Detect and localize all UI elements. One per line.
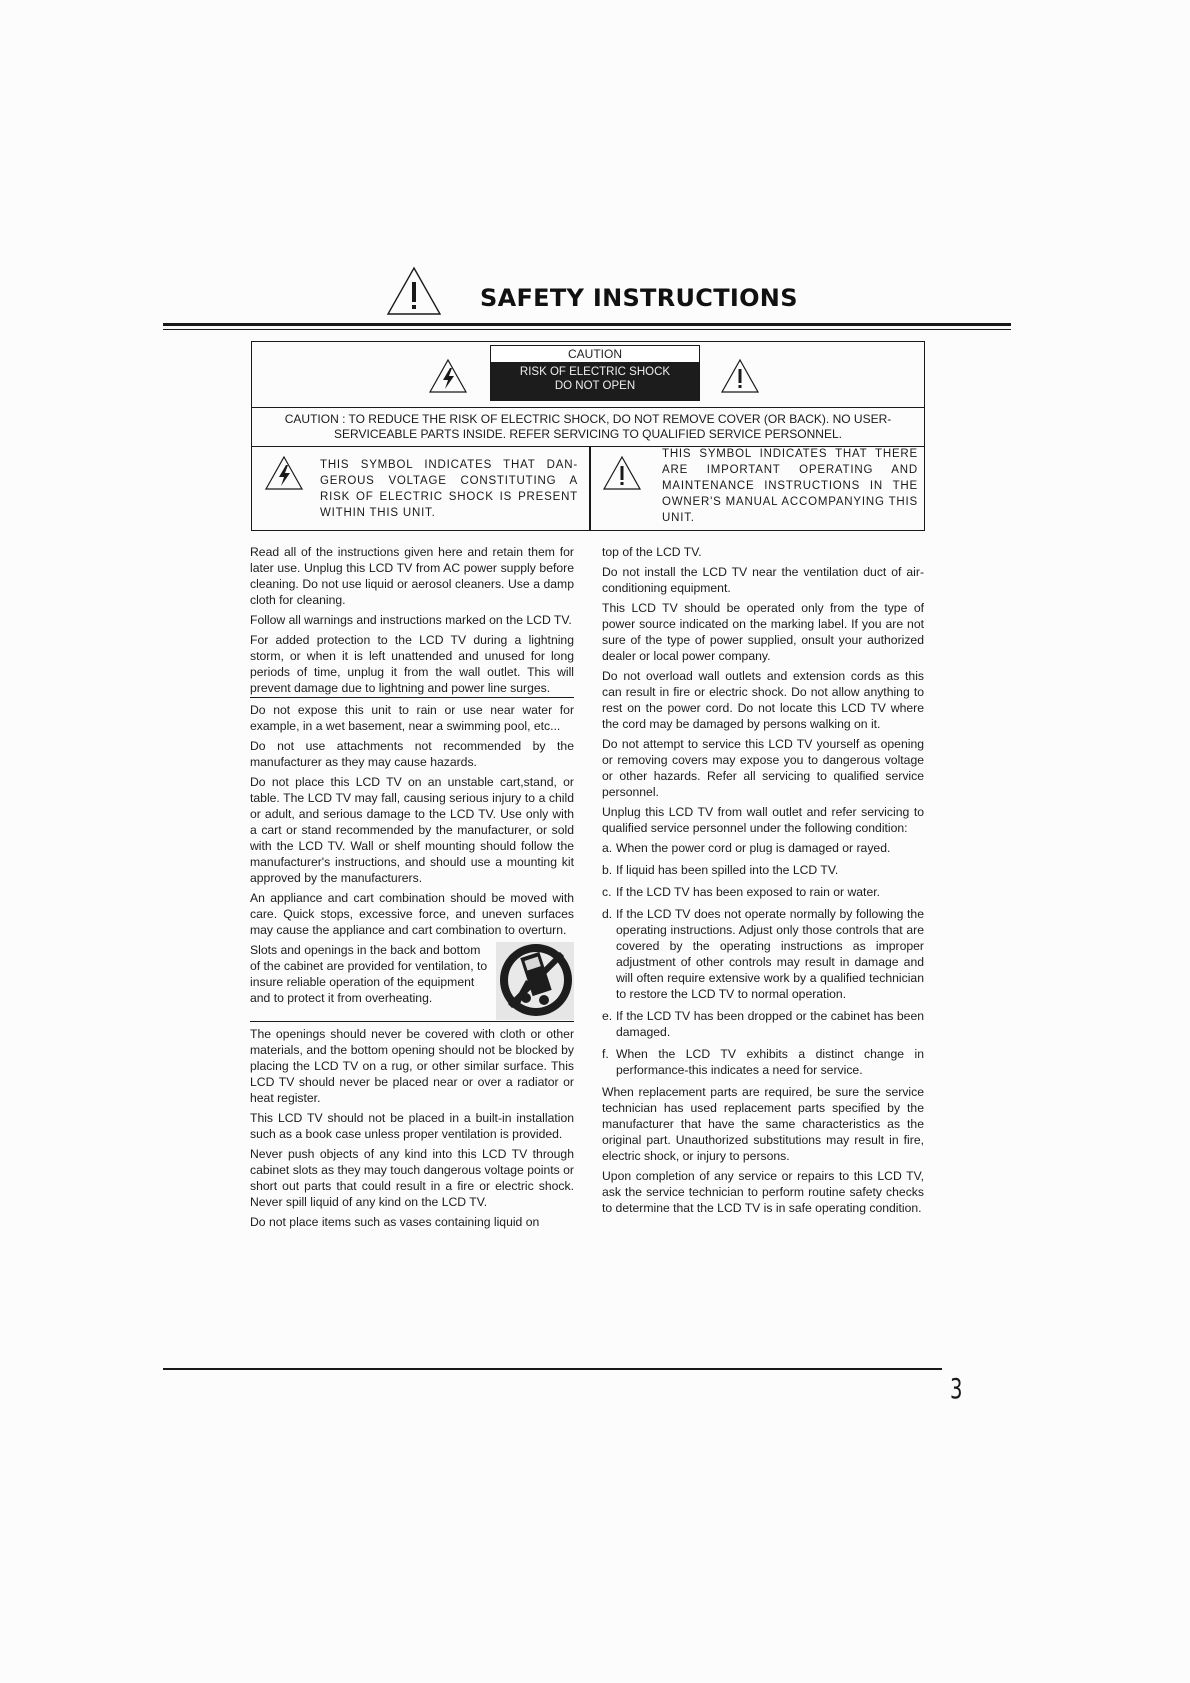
caution-label	[490, 345, 700, 401]
symbol-explanations	[252, 446, 924, 531]
caution-label-dark	[491, 362, 699, 400]
list-text: If the LCD TV does not operate normally by following the operating instructions. Adjust only those controls that are covered by the operating instructions as improper adjustment of other controls may result in damage and will often require extensive work by a qualified technician to restore the LCD TV to normal operation.	[616, 907, 924, 1001]
list-label: c.	[602, 885, 612, 899]
paragraph: Unplug this LCD TV from wall outlet and refer servicing to qualified service personnel under the following condition:	[602, 805, 924, 835]
footer-rule	[163, 1368, 942, 1370]
paragraph: Do not place items such as vases containing liquid on	[250, 1215, 540, 1229]
list-text: When the power cord or plug is damaged or rayed.	[616, 841, 891, 855]
list-text: If liquid has been spilled into the LCD TV.	[616, 863, 839, 877]
paragraph: Do not use attachments not recommended by the manufacturer as they may cause hazards.	[250, 739, 574, 769]
page-number: 3	[950, 1372, 963, 1405]
list-item	[602, 862, 924, 878]
list-label: d.	[602, 907, 613, 921]
caution-label-line3: DO NOT OPEN	[554, 380, 636, 392]
paragraph-text-end: prevent damage due to lightning and power line surges.	[250, 681, 551, 695]
paragraph	[250, 632, 574, 698]
electric-shock-symbol-icon	[264, 455, 304, 491]
list-item	[602, 884, 924, 900]
paragraph-text: Slots and openings in the back and bottom of the cabinet are provided for ventilation, to insure reliable operation of the equipment and to protect it from	[250, 943, 488, 1005]
left-column	[250, 544, 574, 1234]
paragraph: Do not install the LCD TV near the ventilation duct of air-conditioning equipment.	[602, 565, 924, 595]
paragraph: Do not place this LCD TV on an unstable cart,stand, or table. The LCD TV may fall, causing serious injury to a child or adult, and serious damage to the LCD TV. Use only with a cart or stand recommended by the manufacturer, or sold with the LCD TV. Wall or shelf mounting should follow the manufacturer's instructions, and should use a mounting kit approved by the manufacturers.	[250, 775, 574, 885]
paragraph: This LCD TV should be operated only from the type of power source indicated on the marking label. If you are not sure of the type of power supplied, onsult your authorized dealer or local power company.	[602, 601, 924, 663]
list-text: If the LCD TV has been exposed to rain or water.	[616, 885, 880, 899]
cart-tip-over-warning-icon	[496, 942, 574, 1020]
exclamation-warning-icon	[720, 358, 760, 394]
paragraph: This LCD TV should not be placed in a built-in installation such as a book case unless proper ventilation is provided.	[250, 1111, 574, 1141]
list-item	[602, 1046, 924, 1078]
header-rule	[163, 323, 1011, 326]
paragraph-text-end: overheating.	[365, 991, 433, 1005]
list-label: f.	[602, 1047, 609, 1061]
paragraph: An appliance and cart combination should be moved with care. Quick stops, excessive force, and uneven surfaces may cause the appliance and cart combination to overturn.	[250, 891, 574, 937]
list-item	[602, 906, 924, 1002]
paragraph-text: For added protection to the LCD TV during a lightning storm, or when it is left unattended and unused for long periods of time, unplug it from the wall outlet. This will	[250, 633, 574, 679]
warning-triangle-icon	[386, 266, 442, 316]
list-text: If the LCD TV has been dropped or the cabinet has been damaged.	[616, 1009, 924, 1039]
symbol-divider	[589, 447, 591, 531]
list-item	[602, 1008, 924, 1040]
paragraph: Never push objects of any kind into this LCD TV through cabinet slots as they may touch dangerous voltage points or short out parts that could result in a fire or electric shock. Never spill liquid of any kind on the LCD TV.	[250, 1147, 574, 1209]
electric-shock-warning-icon	[428, 358, 468, 394]
paragraph: Do not attempt to service this LCD TV yourself as opening or removing covers may expose you to dangerous voltage or other hazards. Refer all servicing to qualified service personnel.	[602, 737, 924, 799]
list-label: a.	[602, 841, 613, 855]
right-column	[602, 544, 924, 1220]
shock-symbol-description: THIS SYMBOL INDICATES THAT DAN-GEROUS VOLTAGE CONSTITUTING A RISK OF ELECTRIC SHOCK IS PRESENT WITHIN THIS UNIT.	[320, 459, 578, 519]
caution-label-title: CAUTION	[491, 346, 699, 362]
paragraph: Do not expose this unit to rain or use near water for example, in a wet basement, near a swimming pool, etc...	[250, 703, 574, 733]
paragraph: Read all of the instructions given here and retain them for later use. Unplug this LCD TV from AC power supply before cleaning. Do not use liquid or aerosol cleaners. Use a damp cloth for cleaning.	[250, 545, 574, 607]
page-title: SAFETY INSTRUCTIONS	[480, 284, 798, 312]
paragraph: Do not overload wall outlets and extension cords as this can result in fire or electric shock. Do not allow anything to rest on the power cord. Do not locate this LCD TV where the cord may be damaged by persons walking on it.	[602, 669, 924, 731]
slots-paragraph	[250, 942, 574, 1022]
paragraph: The openings should never be covered with cloth or other materials, and the bottom opening should not be blocked by placing the LCD TV on a rug, or other similar surface. This LCD TV should never be placed near or over a radiator or heat register.	[250, 1027, 574, 1105]
exclamation-symbol-description: THIS SYMBOL INDICATES THAT THERE ARE IMPORTANT OPERATING AND MAINTENANCE INSTRUCTIONS IN THE OWNER'S MANUAL ACCOMPANYING THIS UNIT.	[662, 448, 918, 524]
paragraph: Upon completion of any service or repairs to this LCD TV, ask the service technician to perform routine safety checks to determine that the LCD TV is in safe operating condition.	[602, 1169, 924, 1215]
list-label: b.	[602, 863, 613, 877]
caution-box-top	[252, 342, 924, 408]
paragraph: top of the LCD TV.	[602, 545, 702, 559]
caution-box	[251, 341, 925, 531]
paragraph: When replacement parts are required, be sure the service technician has used replacement parts specified by the manufacturer that have the same characteristics as the original part. Unauthorized substitutions may result in fire, electric shock, or injury to persons.	[602, 1085, 924, 1163]
paragraph: Follow all warnings and instructions marked on the LCD TV.	[250, 613, 572, 627]
list-label: e.	[602, 1009, 613, 1023]
list-item	[602, 840, 924, 856]
list-text: When the LCD TV exhibits a distinct change in performance-this indicates a need for service.	[616, 1047, 924, 1077]
exclamation-symbol-icon	[602, 455, 642, 491]
caution-statement: CAUTION : TO REDUCE THE RISK OF ELECTRIC SHOCK, DO NOT REMOVE COVER (OR BACK). NO USER-SERVICEABLE PARTS INSIDE. REFER SERVICING TO QUALIFIED SERVICE PERSONNEL.	[284, 412, 892, 441]
caution-label-line2: RISK OF ELECTRIC SHOCK	[519, 366, 671, 378]
header-rule-thin	[163, 329, 1011, 330]
